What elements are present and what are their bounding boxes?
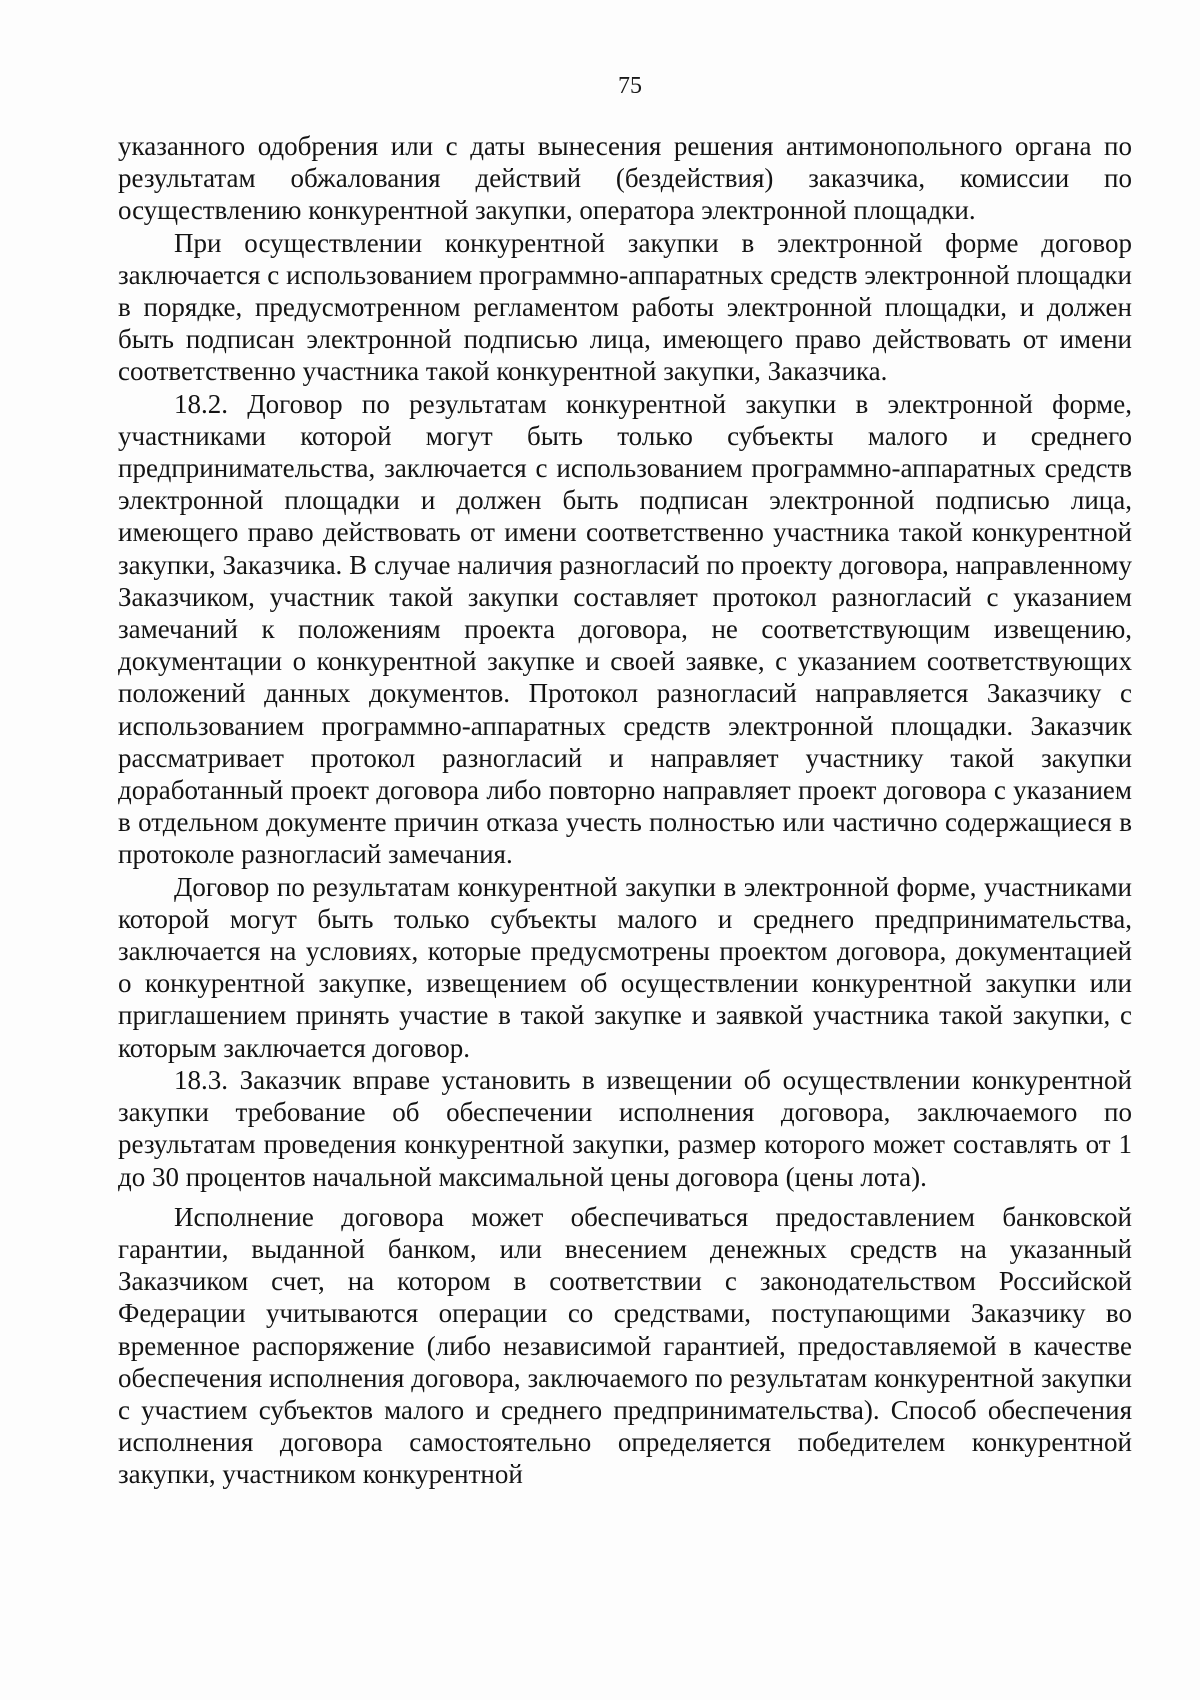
paragraph-continuation: указанного одобрения или с даты вынесения решения антимонопольного органа по результатам обжалования действий (бездействия) заказчика, комиссии по осуществлению конкурентной закупки, оператора электронной площадки.	[118, 131, 1132, 226]
page-number: 75	[618, 73, 642, 99]
paragraph-contract-terms: Договор по результатам конкурентной закупки в электронной форме, участниками которой могут быть только субъекты малого и среднего предпринимательства, заключается на условиях, которые предусмотрены проектом договора, документацией о конкурентной закупке, извещением об осуществлении конкурентной закупки или приглашением принять участие в такой закупке и заявкой участника такой закупки, с которым заключается договор.	[118, 871, 1132, 1063]
document-body	[118, 130, 1132, 1491]
paragraph-18-2: 18.2. Договор по результатам конкурентной закупки в электронной форме, участниками которой могут быть только субъекты малого и среднего предпринимательства, заключается с использованием программно-аппаратных средств электронной площадки и должен быть подписан электронной подписью лица, имеющего право действовать от имени соответственно участника такой конкурентной закупки, Заказчика. В случае наличия разногласий по проекту договора, направленному Заказчиком, участник такой закупки составляет протокол разногласий с указанием замечаний к положениям проекта договора, не соответствующим извещению, документации о конкурентной закупке и своей заявке, с указанием соответствующих положений данных документов. Протокол разногласий направляется Заказчику с использованием программно-аппаратных средств электронной площадки. Заказчик рассматривает протокол разногласий и направляет участнику такой закупки доработанный проект договора либо повторно направляет проект договора с указанием в отдельном документе причин отказа учесть полностью или частично содержащиеся в протоколе разногласий замечания.	[118, 388, 1132, 870]
paragraph-18-3: 18.3. Заказчик вправе установить в извещении об осуществлении конкурентной закупки требование об обеспечении исполнения договора, заключаемого по результатам проведения конкурентной закупки, размер которого может составлять от 1 до 30 процентов начальной максимальной цены договора (цены лота).	[118, 1064, 1132, 1192]
paragraph-contract-security: Исполнение договора может обеспечиваться предоставлением банковской гарантии, выданной банком, или внесением денежных средств на указанный Заказчиком счет, на котором в соответствии с законодательством Российской Федерации учитываются операции со средствами, поступающими Заказчику во временное распоряжение (либо независимой гарантией, предоставляемой в качестве обеспечения исполнения договора, заключаемого по результатам конкурентной закупки с участием субъектов малого и среднего предпринимательства). Способ обеспечения исполнения договора самостоятельно определяется победителем конкурентной закупки, участником конкурентной	[118, 1201, 1132, 1490]
paragraph-electronic-contract: При осуществлении конкурентной закупки в электронной форме договор заключается с использованием программно-аппаратных средств электронной площадки в порядке, предусмотренном регламентом работы электронной площадки, и должен быть подписан электронной подписью лица, имеющего право действовать от имени соответственно участника такой конкурентной закупки, Заказчика.	[118, 227, 1132, 387]
